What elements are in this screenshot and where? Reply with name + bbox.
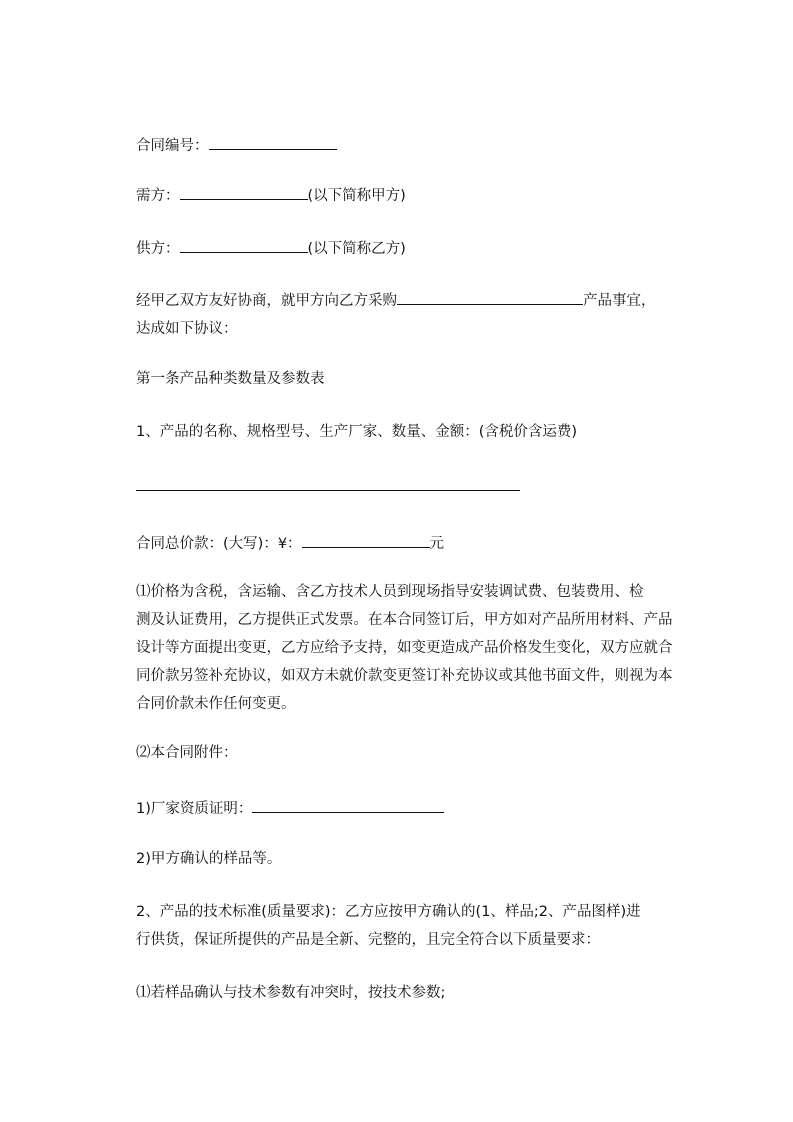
total-price-row (136, 534, 444, 552)
buyer-label: 需方： (136, 188, 180, 204)
product-detail-blank (136, 477, 520, 491)
attachments-heading: ⑵本合同附件： (136, 745, 238, 761)
product-detail-blank-row (136, 477, 520, 495)
price-terms-paragraph (136, 578, 688, 718)
article-2-item-1: ⑴若样品确认与技术参数有冲突时，按技术参数; (136, 985, 446, 1001)
price-terms-line: 设计等方面提出变更，乙方应给予支持，如变更造成产品价格发生变化，双方应就合 (136, 640, 673, 656)
price-terms-line: 合同价款未作任何变更。 (136, 696, 296, 712)
attachment-item-1-label: 1)厂家资质证明： (136, 801, 253, 817)
article-2-line-2: 行供货，保证所提供的产品是全新、完整的，且完全符合以下质量要求： (136, 932, 600, 948)
price-terms-line: 测及认证费用，乙方提供正式发票。在本合同签订后，甲方如对产品所用材料、产品 (136, 612, 673, 628)
contract-number-row (136, 136, 337, 154)
buyer-blank (180, 186, 308, 200)
total-price-label: 合同总价款：(大写)：¥： (136, 536, 302, 552)
attachment-item-2: 2)甲方确认的样品等。 (136, 851, 282, 867)
buyer-row (136, 186, 406, 204)
article-2-paragraph (136, 898, 688, 954)
price-terms-line: 同价款另签补充协议，如双方未就价款变更签订补充协议或其他书面文件，则视为本 (136, 668, 673, 684)
article-2-line-1: 2、产品的技术标准(质量要求)：乙方应按甲方确认的(1、样品;2、产品图样)进 (136, 904, 641, 920)
contract-number-blank (209, 136, 337, 150)
product-blank (397, 291, 583, 305)
contract-number-label: 合同编号： (136, 138, 209, 154)
attachment-item-1 (136, 799, 444, 817)
supplier-blank (180, 239, 308, 253)
supplier-row (136, 239, 406, 257)
supplier-label: 供方： (136, 241, 180, 257)
supplier-suffix: (以下简称乙方) (307, 241, 406, 257)
total-price-unit: 元 (429, 536, 445, 552)
article-1-heading: 第一条产品种类数量及参数表 (136, 371, 325, 387)
buyer-suffix: (以下简称甲方) (307, 188, 406, 204)
intro-line-2: 达成如下协议： (136, 321, 238, 337)
qualification-blank (252, 799, 444, 813)
intro-text-after: 产品事宜， (583, 293, 656, 309)
intro-text-before: 经甲乙双方友好协商，就甲方向乙方采购 (136, 293, 397, 309)
total-price-blank (302, 534, 430, 548)
price-terms-line: ⑴价格为含税，含运输、含乙方技术人员到现场指导安装调试费、包装费用、检 (136, 584, 644, 600)
article-1-item-1: 1、产品的名称、规格型号、生产厂家、数量、金额：(含税价含运费) (136, 424, 578, 440)
intro-line-1 (136, 287, 688, 315)
intro-paragraph (136, 287, 688, 343)
